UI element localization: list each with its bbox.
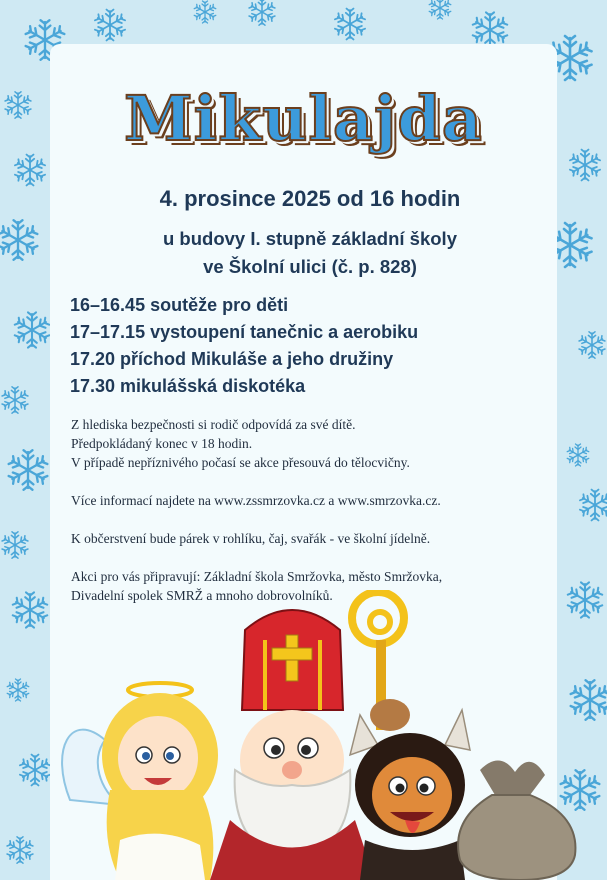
event-date: 4. prosince 2025 od 16 hodin xyxy=(159,186,461,211)
program-item: 16–16.45 soutěže pro děti xyxy=(70,295,289,315)
info-block xyxy=(71,415,541,605)
saint-nicholas-icon xyxy=(210,610,375,880)
sack-icon xyxy=(458,760,575,880)
angel-icon xyxy=(62,683,218,880)
event-place-line-1: u budovy I. stupně základní školy xyxy=(162,228,457,249)
end-note: Předpokládaný konec v 18 hodin. xyxy=(71,436,253,451)
program-item: 17.30 mikulášská diskotéka xyxy=(70,376,306,396)
poster-title: Mikulajda xyxy=(124,82,483,155)
devil-icon xyxy=(350,710,470,880)
program-item: 17–17.15 vystoupení tanečnic a aerobiku xyxy=(70,322,419,342)
safety-note: Z hlediska bezpečnosti si rodič odpovídá za své dítě. xyxy=(71,417,356,432)
organizers-line-1: Akci pro vás připravují: Základní škola Smržovka, město Smržovka, xyxy=(71,569,443,584)
characters-illustration xyxy=(60,590,580,880)
weather-note: V případě nepříznivého počasí se akce přesouvá do tělocvičny. xyxy=(71,455,410,470)
organizers-line-2: Divadelní spolek SMRŽ a mnoho dobrovolníků. xyxy=(71,588,333,603)
crosier-icon xyxy=(352,592,410,731)
event-place-line-2: ve Školní ulici (č. p. 828) xyxy=(203,256,417,277)
program-item: 17.20 příchod Mikuláše a jeho družiny xyxy=(70,349,394,369)
refreshments-note: K občerstvení bude párek v rohlíku, čaj, svařák - ve školní jídelně. xyxy=(71,531,431,546)
more-info-note: Více informací najdete na www.zssmrzovka.cz a www.smrzovka.cz. xyxy=(71,493,441,508)
program-list xyxy=(70,292,418,400)
